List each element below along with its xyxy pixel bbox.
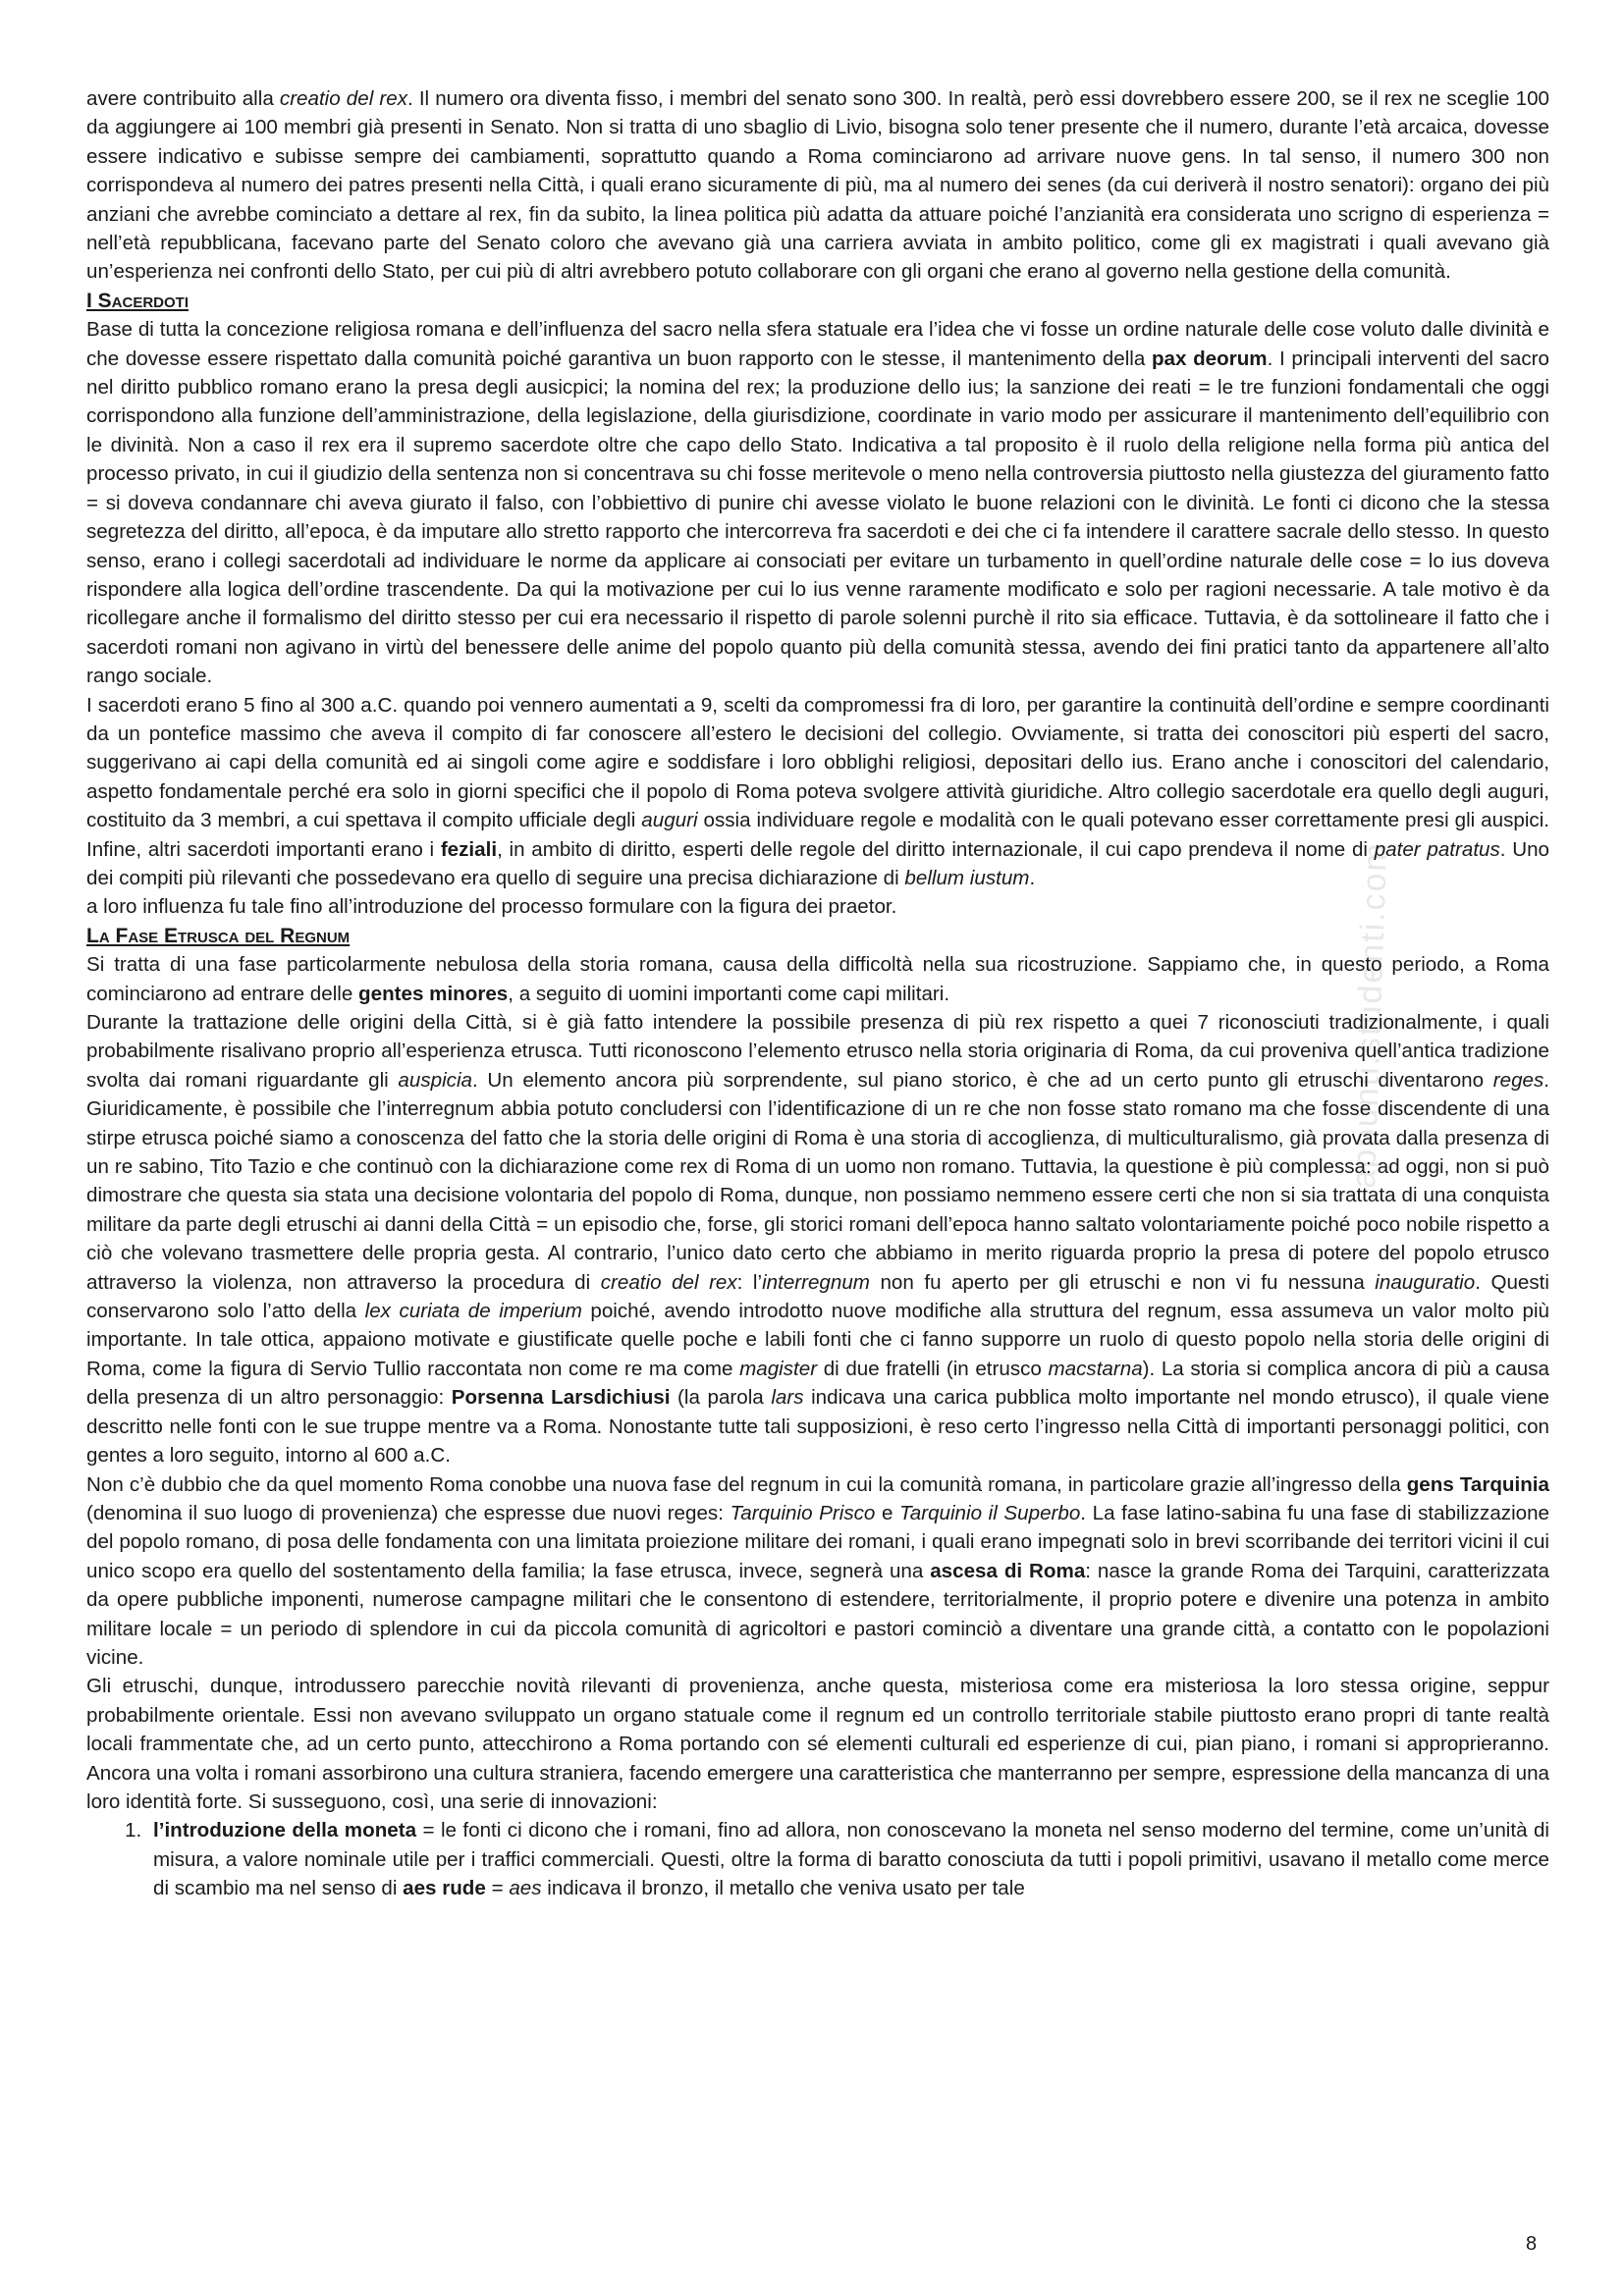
italic-term: Tarquinio Prisco (730, 1501, 876, 1524)
bold-term: pax deorum (1151, 347, 1268, 370)
bold-term: feziali (440, 837, 498, 861)
italic-term: bellum iustum (904, 866, 1030, 889)
heading-sacerdoti: I Sacerdoti (86, 289, 189, 312)
paragraph-senate: avere contribuito alla creatio del rex. Il numero ora diventa fisso, i membri del senato sono 300. In realtà, però essi dovrebbero essere 200, se il rex ne sceglie 100 da aggiungere ai 100 membri già presenti in Senato. Non si tratta di uno sbaglio di Livio, bisogna solo tener presente che il numero, durante l’età arcaica, dovesse essere indicativo e subisse sempre dei cambiamenti, soprattutto quando a Roma cominciarono ad arrivare nuove gens. In tal senso, il numero 300 non corrispondeva al numero dei patres presenti nella Città, i quali erano sicuramente di più, ma al numero dei senes (da cui deriverà il nostro senatori): organo dei più anziani che avrebbe cominciato a dettare al rex, fin da subito, la linea politica più adatta da attuare poiché l’anzianità era considerata uno scrigno di esperienza = nell’età repubblicana, facevano parte del Senato coloro che avevano già una carriera avviata in ambito politico, come gli ex magistrati i quali avevano già un’esperienza nei confronti dello Stato, per cui più di altri avrebbero potuto collaborare con gli organi che erano al governo nella gestione della comunità. (86, 87, 1549, 284)
heading-fase-etrusca: La Fase Etrusca del Regnum (86, 924, 351, 947)
list-item: 1. l’introduzione della moneta = le fonti ci dicono che i romani, fino ad allora, non conoscevano la moneta nel senso moderno del termine, come un’unità di misura, a valore nominale utile per i traffici commerciali. Questi, oltre la forma di baratto conosciuta da tutti i popoli primitivi, usavano il metallo come merce di scambio ma nel senso di aes rude = aes indicava il bronzo, il metallo che veniva usato per tale (147, 1816, 1549, 1902)
italic-term: macstarna (1048, 1357, 1143, 1380)
paragraph-etrusca-tarquini: Non c’è dubbio che da quel momento Roma conobbe una nuova fase del regnum in cui la comunità romana, in particolare grazie all’ingresso della gens Tarquinia (denomina il suo luogo di provenienza) che espresse due nuovi reges: Tarquinio Prisco e Tarquinio il Superbo. La fase latino-sabina fu una fase di stabilizzazione del popolo romano, di posa delle fondamenta con una limitata proiezione militare dei romani, i quali erano impegnati solo in brevi scorribande dei territori vicini il cui unico scopo era quello del sostentamento della familia; la fase etrusca, invece, segnerà una ascesa di Roma: nasce la grande Roma dei Tarquini, caratterizzata da opere pubbliche imponenti, numerose campagne militari che le consentono di estendere, territorialmente, il proprio potere e divenire una potenza in ambito militare locale = un periodo di splendore in cui da piccola comunità di agricoltori e pastori cominciò a diventare una grande città, a contatto con le popolazioni vicine. (86, 1472, 1550, 1669)
watermark: appunti.studenti.com (1345, 840, 1395, 1190)
paragraph-etrusca-origini: Durante la trattazione delle origini della Città, si è già fatto intendere la possibile presenza di più rex rispetto a quei 7 riconosciuti tradizionalmente, i quali probabilmente risalivano proprio all’esperienza etrusca. Tutti riconoscono l’elemento etrusco nella storia originaria di Roma, da cui proveniva quell’antica tradizione svolta dai romani riguardante gli auspicia. Un elemento ancora più sorprendente, sul piano storico, è che ad un certo punto gli etruschi diventarono reges. Giuridicamente, è possibile che l’interregnum abbia potuto concludersi con l’identificazione di un re che non fosse stato romano ma che fosse discendente di una stirpe etrusca poiché siamo a conoscenza del fatto che la storia delle origini di Roma è una storia di accoglienza, di multiculturalismo, già provata dalla presenza di un re sabino, Tito Tazio e che continuò con la dichiarazione come rex di Roma di un uomo non romano. Tuttavia, la questione è più complessa: ad oggi, non si può dimostrare che questa sia stata una decisione volontaria del popolo di Roma, dunque, non possiamo nemmeno essere certi che non si sia trattata di una conquista militare da parte degli etruschi ai danni della Città = un episodio che, forse, gli storici romani dell’epoca hanno saltato volontariamente poiché poco nobile rispetto a ciò che volevano trasmettere delle propria gesta. Al contrario, l’unico dato certo che abbiamo in merito riguarda proprio la presa di potere del popolo etrusco attraverso la violenza, non attraverso la procedura di creatio del rex: l’interregnum non fu aperto per gli etruschi e non vi fu nessuna inauguratio. Questi conservarono solo l’atto della lex curiata de imperium poiché, avendo introdotto nuove modifiche alla struttura del regnum, essa assumeva un valor molto più importante. In tale ottica, appaiono motivate e giustificate quelle poche e labili fonti che ci fanno supporre un ruolo di questo popolo nella storia delle origini di Roma, come la figura di Servio Tullio raccontata non come re ma come magister di due fratelli (in etrusco macstarna). La storia si complica ancora di più a causa della presenza di un altro personaggio: Porsenna Larsdichiusi (la parola lars indicava una carica pubblica molto importante nel mondo etrusco), il quale viene descritto nelle fonti con le sue truppe mentre va a Roma. Nonostante tutte tali supposizioni, è reso certo l’ingresso nella Città di importanti personaggi politici, con gentes a loro seguito, intorno al 600 a.C. (86, 1011, 1550, 1468)
italic-term: creatio del rex (279, 87, 407, 110)
paragraph-sacerdoti-influenza: a loro influenza fu tale fino all’introduzione del processo formulare con la figura dei praetor. (86, 895, 897, 919)
italic-term: lars (771, 1386, 804, 1410)
italic-term: reges (1492, 1068, 1544, 1092)
bold-term: l’introduzione della moneta (153, 1819, 417, 1842)
bold-term: gentes minores (358, 982, 509, 1005)
document-page (86, 84, 1549, 1903)
italic-term: lex curiata de imperium (364, 1300, 582, 1323)
italic-term: aes (509, 1877, 542, 1900)
italic-term: interregnum (762, 1270, 870, 1294)
bold-term: gens Tarquinia (1406, 1472, 1549, 1496)
italic-term: creatio del rex (600, 1270, 737, 1294)
italic-term: auspicia (398, 1068, 472, 1092)
paragraph-etrusca-intro: Si tratta di una fase particolarmente nebulosa della storia romana, causa della difficoltà nella sua ricostruzione. Sappiamo che, in questo periodo, a Roma cominciarono ad entrare delle gentes minores, a seguito di uomini importanti come capi militari. (86, 953, 1549, 1005)
innovations-list (86, 1816, 1549, 1902)
italic-term: pater patratus (1374, 837, 1500, 861)
bold-term: ascesa di Roma (930, 1559, 1086, 1582)
italic-term: inauguratio (1375, 1270, 1476, 1294)
italic-term: auguri (641, 809, 698, 832)
bold-term: aes rude (403, 1877, 486, 1900)
italic-term: magister (739, 1357, 818, 1380)
paragraph-etrusca-innovazioni: Gli etruschi, dunque, introdussero parecchie novità rilevanti di provenienza, anche questa, misteriosa come era misteriosa la loro stessa origine, seppur probabilmente orientale. Essi non avevano sviluppato un organo statuale come il regnum ed un controllo territoriale stabile piuttosto erano propri di tante realtà locali frammentate che, ad un certo punto, attecchirono a Roma portando con sé elementi culturali ed esperienze di cui, pian piano, i romani si approprieranno. Ancora una volta i romani assorbirono una cultura straniera, facendo emergere una caratteristica che manterranno per sempre, espressione della mancanza di una loro identità forte. Si susseguono, così, una serie di innovazioni: (86, 1675, 1549, 1813)
italic-term: Tarquinio il Superbo (899, 1501, 1081, 1524)
paragraph-sacerdoti-intro: Base di tutta la concezione religiosa romana e dell’influenza del sacro nella sfera statuale era l’idea che vi fosse un ordine naturale delle cose voluto dalle divinità e che dovesse essere rispettato dalla comunità poiché garantiva un buon rapporto con le stesse, il mantenimento della pax deorum. I principali interventi del sacro nel diritto pubblico romano erano la presa degli ausicpici; la nomina del rex; la produzione dello ius; la sanzione dei reati = le tre funzioni fondamentali che oggi corrispondono alla funzione dell’amministrazione, della legislazione, della giurisdizione, coordinate in vario modo per assicurare il mantenimento dell’equilibrio con le divinità. Non a caso il rex era il supremo sacerdote oltre che capo dello Stato. Indicativa a tal proposito è il ruolo della religione nella forma più antica del processo privato, in cui il giudizio della sentenza non si concentrava su chi fosse meritevole o meno nella controversia piuttosto nella giustezza del giuramento fatto = si doveva condannare chi aveva giurato il falso, con l’obbiettivo di punire chi avesse violato le buone relazioni con le divinità. Le fonti ci dicono che la stessa segretezza del diritto, all’epoca, è da imputare allo stretto rapporto che intercorreva fra sacerdoti e dei che ci fa intendere il carattere sacrale dello stesso. In questo senso, erano i collegi sacerdotali ad individuare le norme da applicare ai consociati per evitare un turbamento in quell’ordine naturale delle cose = lo ius doveva rispondere alla logica dell’ordine trascendente. Da qui la motivazione per cui lo ius venne raramente modificato e solo per ragioni necessarie. A tale motivo è da ricollegare anche il formalismo del diritto stesso per cui era necessario il rispetto di parole solenni purchè il rito sia efficace. Tuttavia, è da sottolineare il fatto che i sacerdoti romani non agivano in virtù del benessere delle anime del popolo quanto più della comunità stessa, avendo dei fini pratici tanto da appartenere all’alto rango sociale. (86, 318, 1549, 688)
bold-term: Porsenna Larsdichiusi (451, 1386, 671, 1410)
paragraph-sacerdoti-collegi: I sacerdoti erano 5 fino al 300 a.C. quando poi vennero aumentati a 9, scelti da compromessi fra di loro, per garantire la continuità dell’ordine e sempre coordinanti da un pontefice massimo che aveva il compito di far conoscere all’estero le decisioni del collegio. Ovviamente, si tratta dei conoscitori più esperti del sacro, suggerivano ai capi della comunità ed ai singoli come agire e soddisfare i loro obblighi religiosi, depositari dello ius. Erano anche i conoscitori del calendario, aspetto fondamentale perché era solo in giorni specifici che il popolo di Roma poteva svolgere attività giuridiche. Altro collegio sacerdotale era quello degli auguri, costituito da 3 membri, a cui spettava il compito ufficiale degli auguri ossia individuare regole e modalità con le quali potevano esser correttamente presi gli auspici. Infine, altri sacerdoti importanti erano i feziali, in ambito di diritto, esperti delle regole del diritto internazionale, il cui capo prendeva il nome di pater patratus. Uno dei compiti più rilevanti che possedevano era quello di seguire una precisa dichiarazione di bellum iustum. (86, 693, 1550, 889)
page-number: 8 (1526, 2233, 1538, 2255)
